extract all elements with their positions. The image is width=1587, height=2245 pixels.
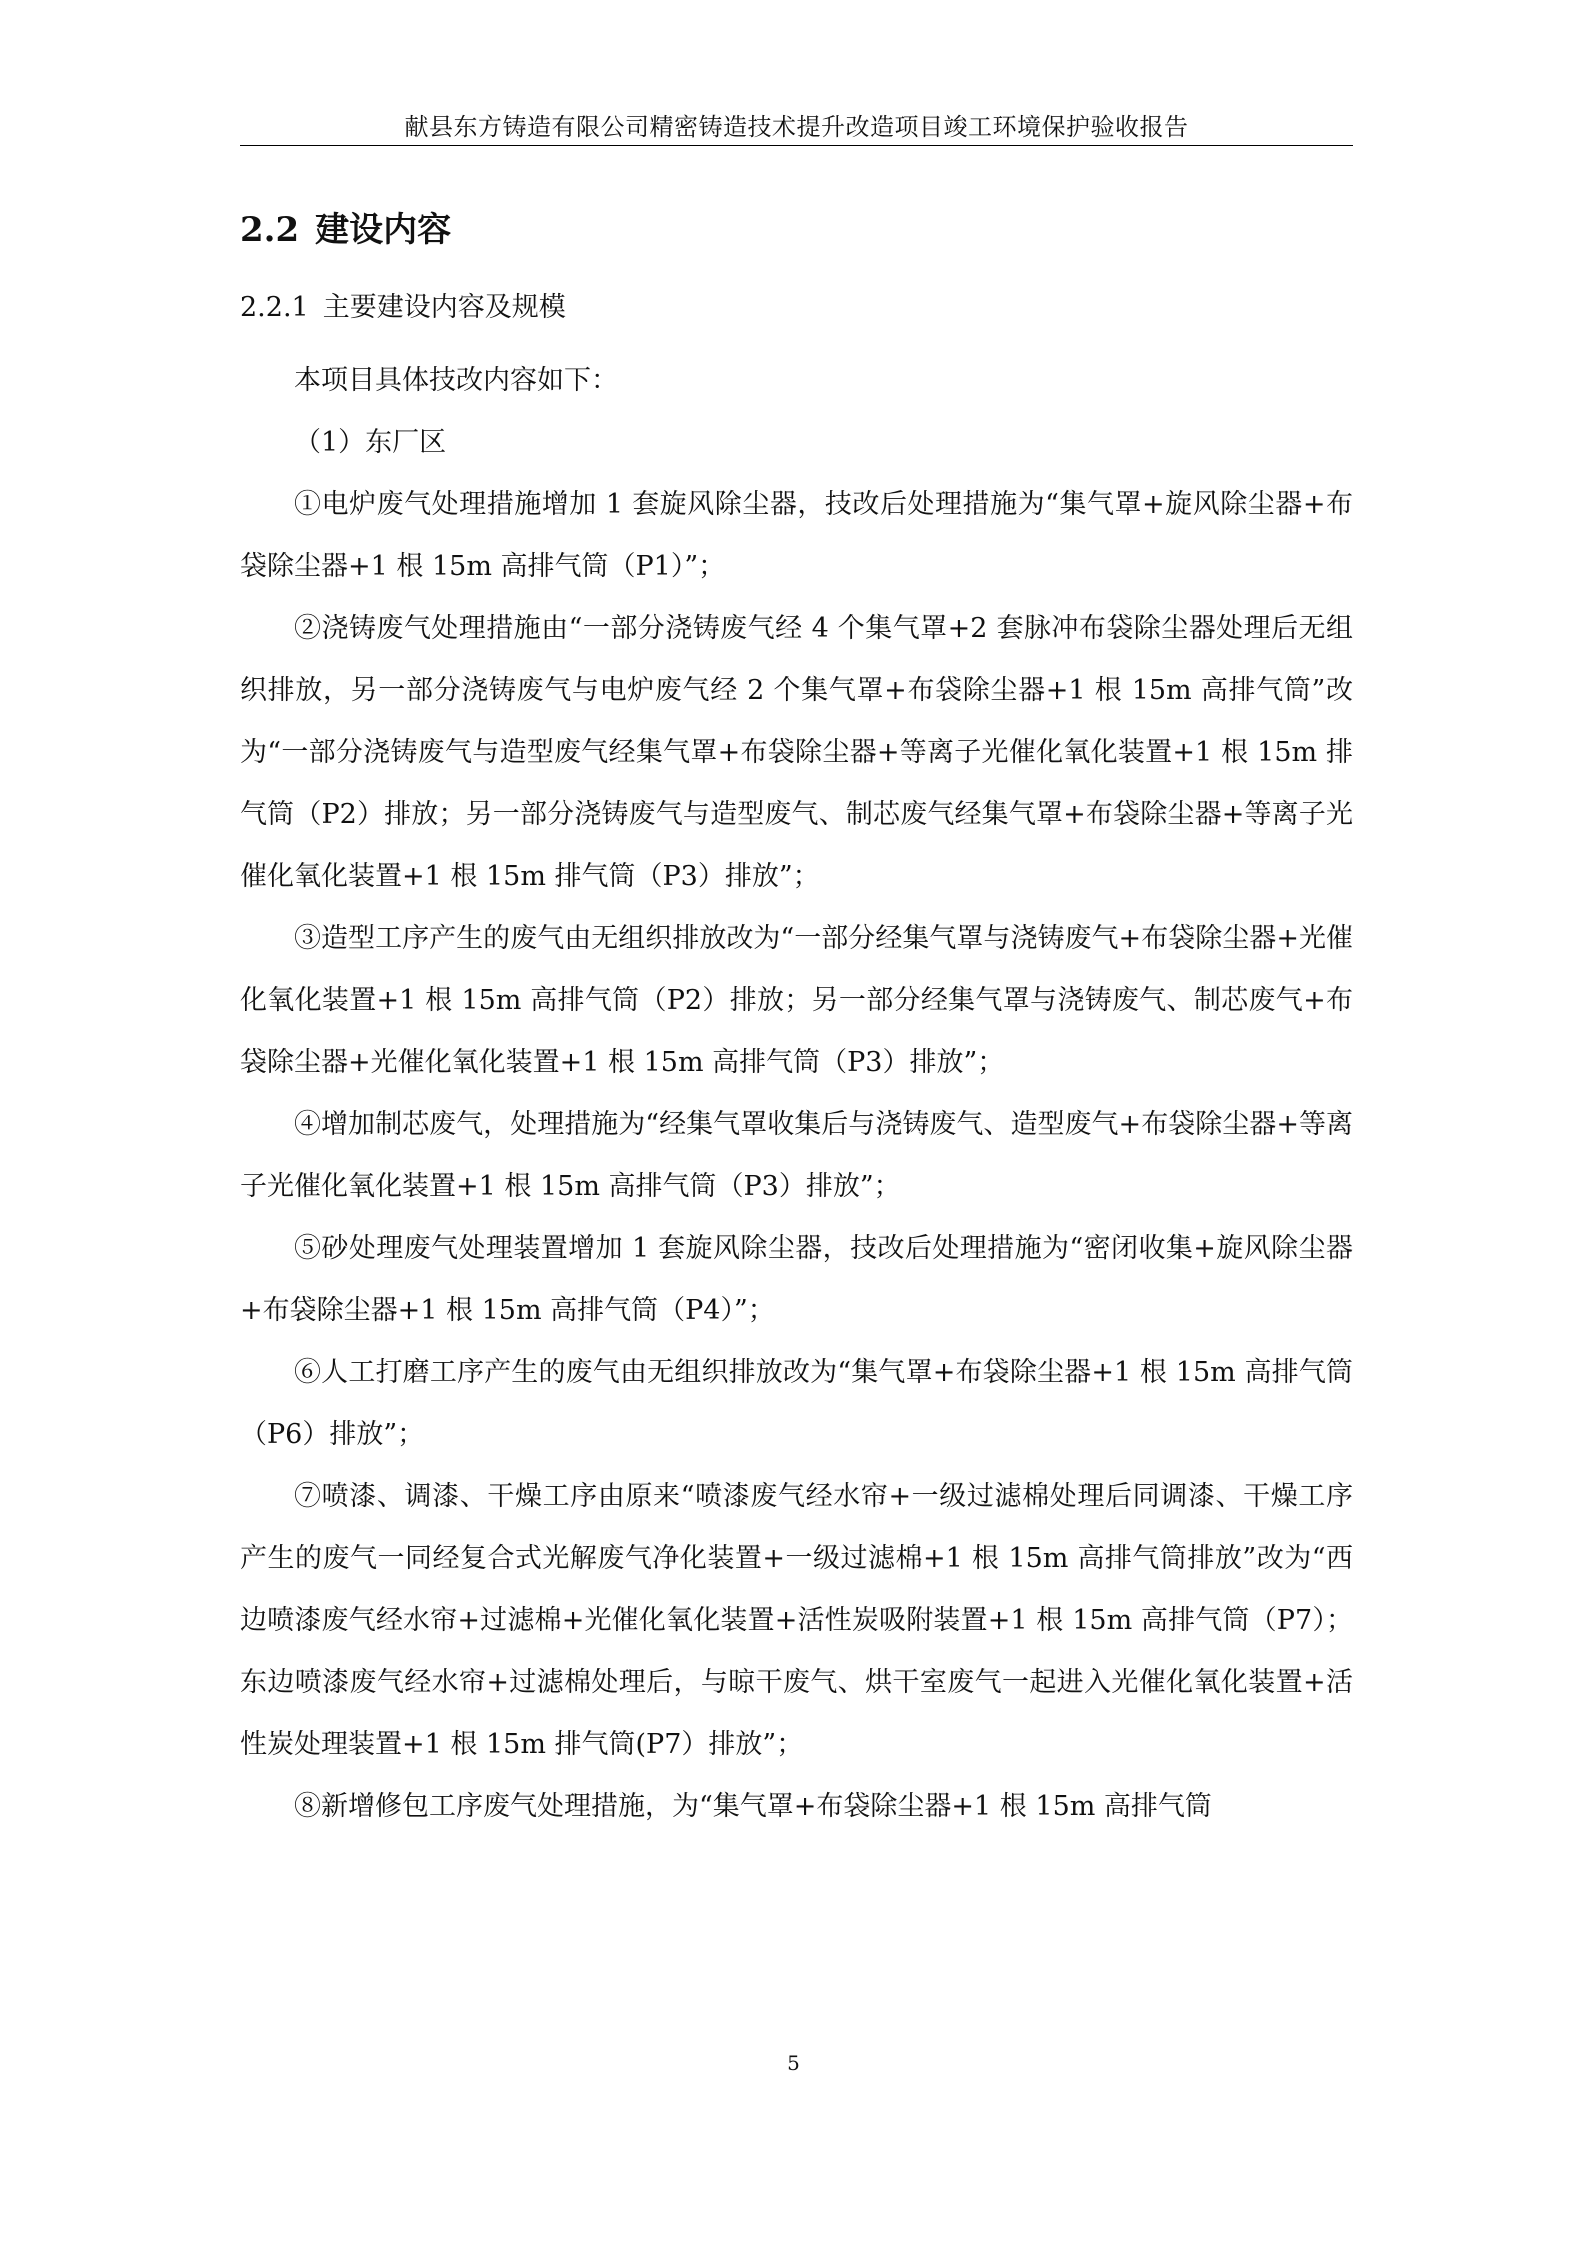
body-text xyxy=(240,350,1353,1838)
page-header: 献县东方铸造有限公司精密铸造技术提升改造项目竣工环境保护验收报告 xyxy=(404,113,1189,141)
paragraph-item-2: ②浇铸废气处理措施由“一部分浇铸废气经 4 个集气罩+2 套脉冲布袋除尘器处理后无组织排放，另一部分浇铸废气与电炉废气经 2 个集气罩+布袋除尘器+1 根 15m 高排气筒”改为“一部分浇铸废气与造型废气经集气罩+布袋除尘器+等离子光催化氧化装置+1 根 15m 排气筒（P2）排放；另一部分浇铸废气与造型废气、制芯废气经集气罩+布袋除尘器+等离子光催化氧化装置+1 根 15m 排气筒（P3）排放”； xyxy=(240,613,1353,892)
paragraph-intro: 本项目具体技改内容如下： xyxy=(294,365,618,396)
subsection-number: 2.2.1 xyxy=(240,292,309,323)
paragraph-item-8: ⑧新增修包工序废气处理措施，为“集气罩+布袋除尘器+1 根 15m 高排气筒 xyxy=(294,1791,1212,1822)
subsection-heading xyxy=(240,290,566,326)
subsection-title-text: 主要建设内容及规模 xyxy=(322,292,566,323)
paragraph-item-4: ④增加制芯废气，处理措施为“经集气罩收集后与浇铸废气、造型废气+布袋除尘器+等离子光催化氧化装置+1 根 15m 高排气筒（P3）排放”； xyxy=(240,1109,1353,1202)
paragraph-item-5: ⑤砂处理废气处理装置增加 1 套旋风除尘器，技改后处理措施为“密闭收集+旋风除尘器+布袋除尘器+1 根 15m 高排气筒（P4）”； xyxy=(240,1233,1353,1326)
paragraph-item-7: ⑦喷漆、调漆、干燥工序由原来“喷漆废气经水帘+一级过滤棉处理后同调漆、干燥工序产生的废气一同经复合式光解废气净化装置+一级过滤棉+1 根 15m 高排气筒排放”改为“西边喷漆废气经水帘+过滤棉+光催化氧化装置+活性炭吸附装置+1 根 15m 高排气筒（P7）；东边喷漆废气经水帘+过滤棉处理后，与晾干废气、烘干室废气一起进入光催化氧化装置+活性炭处理装置+1 根 15m 排气筒(P7）排放”； xyxy=(240,1481,1353,1760)
paragraph-item-1: ①电炉废气处理措施增加 1 套旋风除尘器，技改后处理措施为“集气罩+旋风除尘器+布袋除尘器+1 根 15m 高排气筒（P1）”； xyxy=(240,489,1353,582)
paragraph-east-plant: （1）东厂区 xyxy=(294,427,447,458)
header-divider xyxy=(240,145,1353,146)
page-number: 5 xyxy=(787,2051,800,2075)
paragraph-item-6: ⑥人工打磨工序产生的废气由无组织排放改为“集气罩+布袋除尘器+1 根 15m 高排气筒（P6）排放”； xyxy=(240,1357,1353,1450)
section-heading xyxy=(240,208,451,252)
section-number: 2.2 xyxy=(240,210,300,250)
section-title-text: 建设内容 xyxy=(315,210,452,250)
paragraph-item-3: ③造型工序产生的废气由无组织排放改为“一部分经集气罩与浇铸废气+布袋除尘器+光催化氧化装置+1 根 15m 高排气筒（P2）排放；另一部分经集气罩与浇铸废气、制芯废气+布袋除尘器+光催化氧化装置+1 根 15m 高排气筒（P3）排放”； xyxy=(240,923,1353,1078)
